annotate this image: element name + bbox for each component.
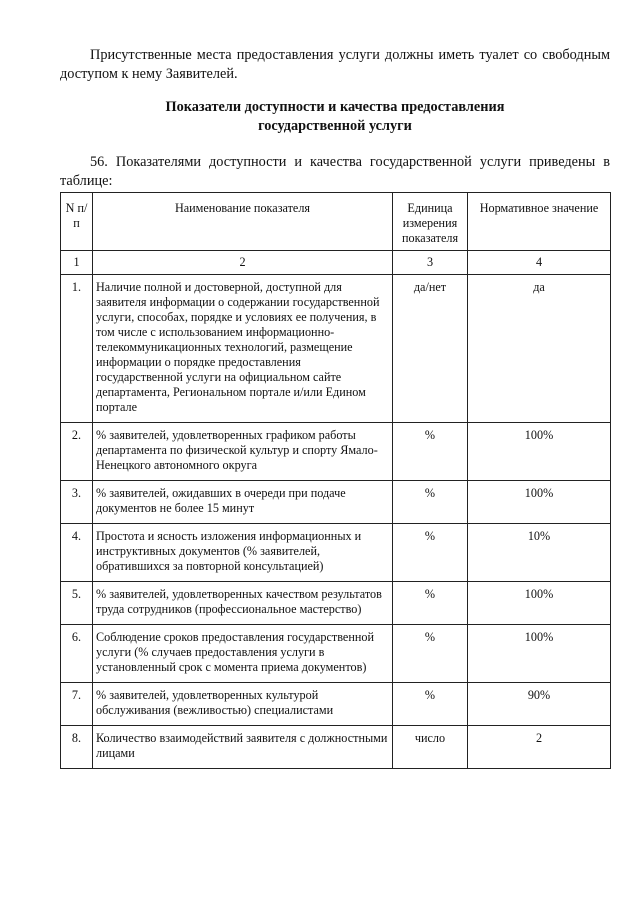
indicator-name: % заявителей, удовлетворенных качеством результатов труда сотрудников (профессиональное мастерство) (93, 582, 393, 625)
index-cell: 4 (468, 251, 611, 275)
norm-value: 100% (468, 481, 611, 524)
unit-cell: % (393, 625, 468, 683)
indicator-name: % заявителей, удовлетворенных культурой обслуживания (вежливостью) специалистами (93, 683, 393, 726)
indicator-name: Простота и ясность изложения информационных и инструктивных документов (% заявителей, обратившихся за повторной консультацией) (93, 524, 393, 582)
unit-cell: % (393, 683, 468, 726)
unit-cell: число (393, 726, 468, 769)
item-56-paragraph: 56. Показателями доступности и качества государственной услуги приведены в таблице: (60, 154, 610, 189)
table-index-row (61, 251, 611, 275)
indicator-name: Соблюдение сроков предоставления государственной услуги (% случаев предоставления услуги в установленный срок с момента приема документов) (93, 625, 393, 683)
norm-value: да (468, 275, 611, 423)
header-name: Наименование показателя (93, 193, 393, 251)
unit-cell: % (393, 481, 468, 524)
header-unit: Единица измерения показателя (393, 193, 468, 251)
norm-value: 100% (468, 625, 611, 683)
intro-paragraph: Присутственные места предоставления услуги должны иметь туалет со свободным доступом к нему Заявителей. (60, 47, 610, 82)
row-number: 3. (61, 481, 93, 524)
header-num: N п/п (61, 193, 93, 251)
index-cell: 2 (93, 251, 393, 275)
section-heading-line2: государственной услуги (258, 118, 412, 134)
row-number: 7. (61, 683, 93, 726)
row-number: 6. (61, 625, 93, 683)
section-heading-line1: Показатели доступности и качества предоставления (165, 99, 505, 115)
table-row (61, 481, 611, 524)
indicator-name: % заявителей, ожидавших в очереди при подаче документов не более 15 минут (93, 481, 393, 524)
index-cell: 3 (393, 251, 468, 275)
table-row (61, 726, 611, 769)
table-row (61, 683, 611, 726)
table-row (61, 423, 611, 481)
table-row (61, 582, 611, 625)
norm-value: 100% (468, 423, 611, 481)
table-row (61, 524, 611, 582)
unit-cell: % (393, 582, 468, 625)
norm-value: 100% (468, 582, 611, 625)
table-header-row (61, 193, 611, 251)
indicator-name: Количество взаимодействий заявителя с должностными лицами (93, 726, 393, 769)
indicator-name: Наличие полной и достоверной, доступной для заявителя информации о содержании государственной услуги, способах, порядке и условиях ее получения, в том числе с использованием информационно-телекоммуникационных технологий, размещение информации о порядке предоставления государственной услуги на официальном сайте департамента, Региональном портале и/или Едином портале (93, 275, 393, 423)
norm-value: 2 (468, 726, 611, 769)
unit-cell: % (393, 423, 468, 481)
row-number: 8. (61, 726, 93, 769)
table-row (61, 275, 611, 423)
unit-cell: % (393, 524, 468, 582)
row-number: 4. (61, 524, 93, 582)
row-number: 5. (61, 582, 93, 625)
table-row (61, 625, 611, 683)
indicator-name: % заявителей, удовлетворенных графиком работы департамента по физической культур и спорту Ямало-Ненецкого автономного округа (93, 423, 393, 481)
section-heading (60, 98, 610, 136)
header-norm: Нормативное значение (468, 193, 611, 251)
index-cell: 1 (61, 251, 93, 275)
row-number: 2. (61, 423, 93, 481)
norm-value: 10% (468, 524, 611, 582)
unit-cell: да/нет (393, 275, 468, 423)
norm-value: 90% (468, 683, 611, 726)
row-number: 1. (61, 275, 93, 423)
indicators-table (60, 192, 611, 769)
